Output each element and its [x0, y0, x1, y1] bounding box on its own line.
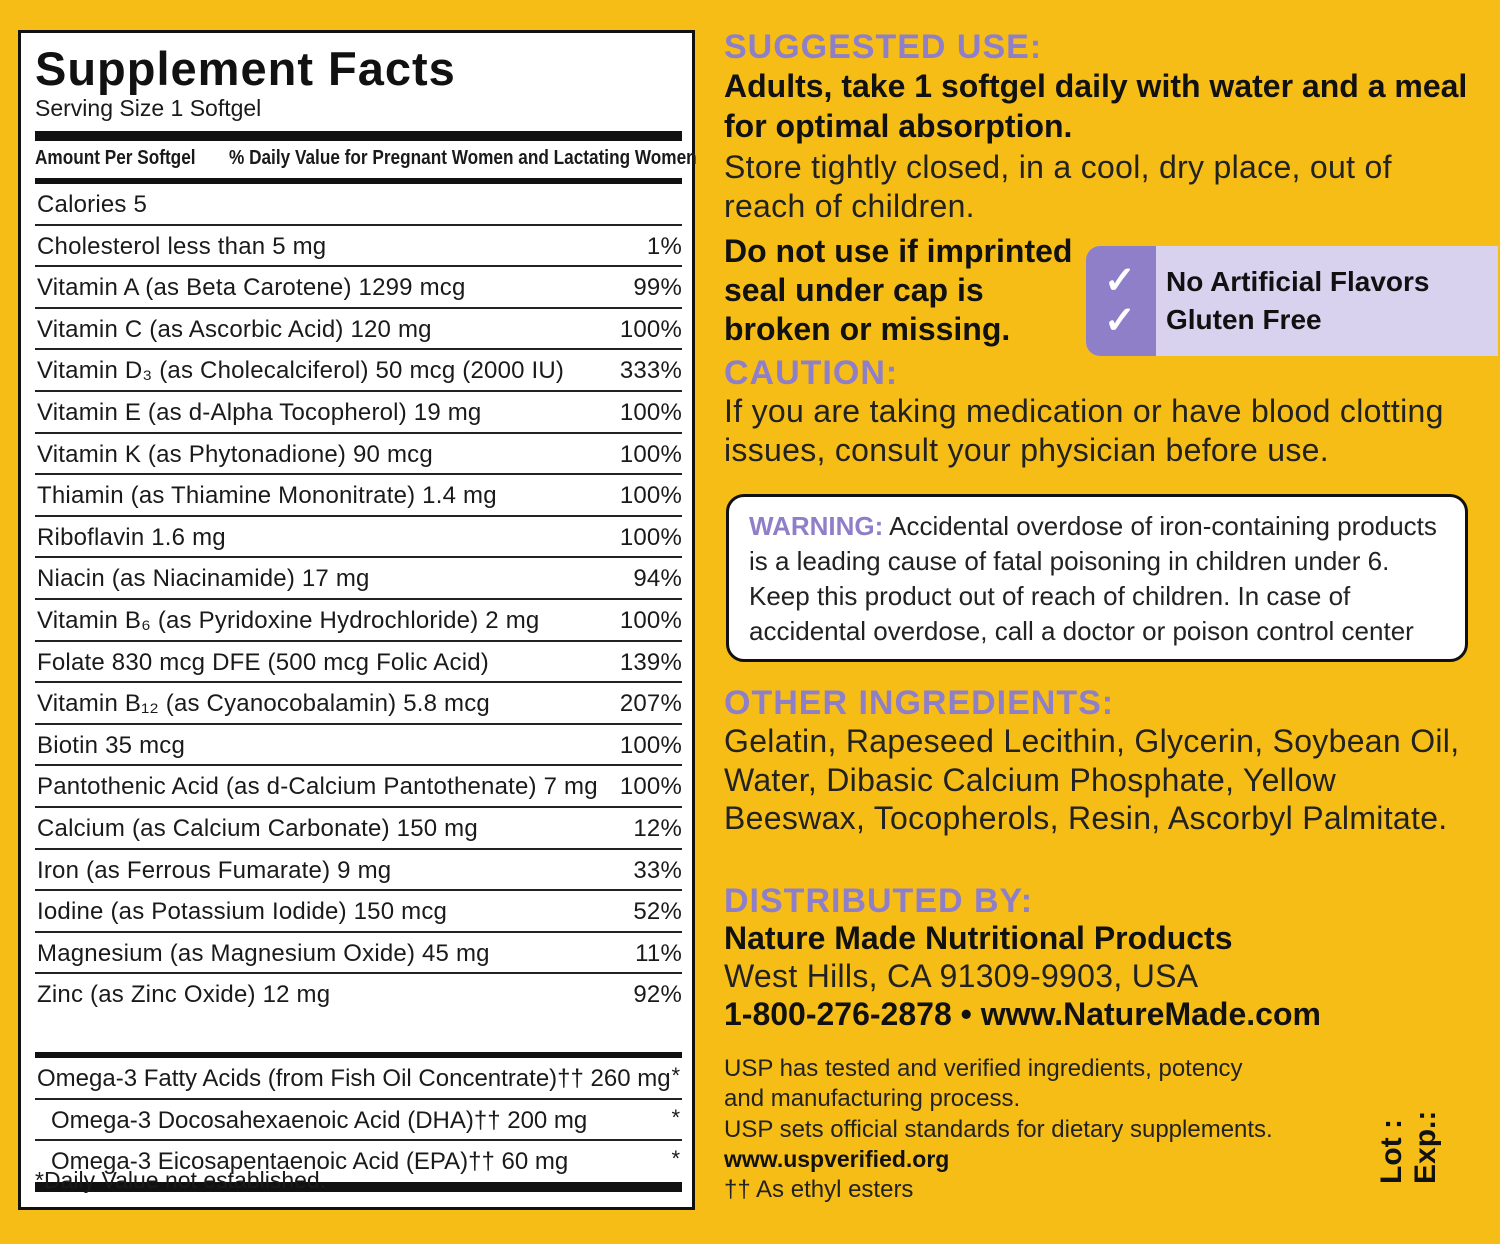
distributed-by-heading: DISTRIBUTED BY:	[724, 882, 1034, 920]
daily-value: *	[671, 1063, 680, 1088]
nutrient-row	[35, 891, 682, 933]
nutrient-row	[35, 184, 682, 226]
warning-label: WARNING:	[749, 511, 884, 541]
nutrient-name: Iron (as Ferrous Fumarate) 9 mg	[37, 856, 392, 884]
nutrient-row	[35, 350, 682, 392]
serving-size: Serving Size 1 Softgel	[35, 95, 262, 121]
nutrient-name: Vitamin D₃ (as Cholecalciferol) 50 mcg (2000 IU)	[37, 357, 565, 385]
daily-value: 94%	[633, 565, 682, 593]
daily-value: 100%	[619, 482, 682, 510]
daily-value: 99%	[633, 274, 682, 302]
suggested-use-heading: SUGGESTED USE:	[724, 28, 1043, 66]
facts-title: Supplement Facts	[35, 42, 456, 95]
daily-value: 92%	[633, 981, 682, 1009]
daily-value: 207%	[619, 690, 682, 718]
daily-value: *	[671, 1104, 680, 1130]
nutrient-name: Vitamin C (as Ascorbic Acid) 120 mg	[37, 315, 432, 343]
nutrient-name: Pantothenic Acid (as d-Calcium Pantothenate) 7 mg	[37, 773, 598, 801]
daily-value: 100%	[619, 731, 682, 759]
daily-value: 33%	[633, 856, 682, 884]
nutrient-row	[35, 558, 682, 600]
nutrient-row	[35, 434, 682, 476]
distributor-contact: 1-800-276-2878 • www.NatureMade.com	[724, 996, 1321, 1032]
omega-row	[35, 1058, 682, 1100]
nutrient-name: Iodine (as Potassium Iodide) 150 mcg	[37, 898, 448, 926]
nutrient-row	[35, 309, 682, 351]
nutrient-name: Omega-3 Fatty Acids (from Fish Oil Concentrate)†† 260 mg	[37, 1065, 671, 1092]
omega-row	[35, 1100, 682, 1142]
other-ingredients-heading: OTHER INGREDIENTS:	[724, 684, 1115, 722]
nutrient-name: Vitamin B₁₂ (as Cyanocobalamin) 5.8 mcg	[37, 690, 490, 718]
nutrient-row	[35, 850, 682, 892]
nutrient-row	[35, 683, 682, 725]
nutrient-name: Riboflavin 1.6 mg	[37, 523, 226, 551]
storage-instructions: Store tightly closed, in a cool, dry place, out of reach of children.	[724, 149, 1392, 224]
nutrient-name: Vitamin E (as d-Alpha Tocopherol) 19 mg	[37, 398, 482, 426]
daily-value: 100%	[619, 606, 682, 634]
no-artificial-flavors-claim: No Artificial Flavors	[1166, 266, 1430, 297]
lot-label: Lot :	[1375, 1119, 1408, 1184]
daily-value: 100%	[619, 315, 682, 343]
warning-text: Accidental overdose of iron-containing products is a leading cause of fatal poisoning in children under 6. Keep this product out of reach of children. In case of accidental overdose, call a doctor or poison control center	[749, 511, 1437, 646]
amount-header: Amount Per Softgel	[35, 147, 196, 169]
usp-verification-text: USP has tested and verified ingredients, potency and manufacturing process.	[724, 1055, 1243, 1112]
daily-value-header: % Daily Value for Pregnant Women and Lactating Women	[229, 147, 697, 169]
daily-value: 100%	[619, 773, 682, 801]
nutrient-row	[35, 475, 682, 517]
daily-value: 52%	[633, 898, 682, 926]
nutrient-name: Biotin 35 mcg	[37, 731, 186, 759]
daily-value: *	[671, 1146, 680, 1171]
supplement-facts-panel	[18, 30, 695, 1210]
nutrient-row	[35, 933, 682, 975]
nutrient-row	[35, 766, 682, 808]
daily-value: 100%	[619, 440, 682, 468]
daily-value: 1%	[646, 232, 682, 260]
nutrient-row	[35, 974, 682, 1016]
check-icon: ✓	[1104, 300, 1136, 342]
daily-value: 333%	[619, 357, 682, 385]
ethyl-esters-footnote: †† As ethyl esters	[724, 1176, 914, 1203]
nutrient-name: Vitamin B₆ (as Pyridoxine Hydrochloride) 2 mg	[37, 606, 540, 634]
nutrient-name: Folate 830 mcg DFE (500 mcg Folic Acid)	[37, 648, 489, 676]
nutrient-row	[35, 600, 682, 642]
nutrient-row	[35, 517, 682, 559]
facts-footnote: *Daily Value not established.	[35, 1167, 327, 1193]
nutrient-row	[35, 267, 682, 309]
gluten-free-claim: Gluten Free	[1166, 304, 1322, 335]
badge-check-column	[1086, 246, 1156, 356]
distributor-address: West Hills, CA 91309-9903, USA	[724, 958, 1199, 994]
nutrient-name: Vitamin A (as Beta Carotene) 1299 mcg	[37, 274, 466, 302]
nutrient-row	[35, 725, 682, 767]
caution-text: If you are taking medication or have blood clotting issues, consult your physician before use.	[724, 393, 1444, 468]
other-ingredients-text: Gelatin, Rapeseed Lecithin, Glycerin, Soybean Oil, Water, Dibasic Calcium Phosphate, Yellow Beeswax, Tocopherols, Resin, Ascorbyl Palmitate.	[724, 723, 1460, 836]
nutrient-name: Omega-3 Docosahexaenoic Acid (DHA)†† 200 mg	[51, 1106, 588, 1134]
lot-exp-area	[1375, 1110, 1455, 1190]
nutrient-row	[35, 642, 682, 684]
daily-value: 139%	[619, 648, 682, 676]
dosage-instructions: Adults, take 1 softgel daily with water and a meal for optimal absorption.	[724, 68, 1468, 144]
nutrient-name: Calories 5	[37, 191, 148, 218]
nutrient-name: Cholesterol less than 5 mg	[37, 232, 327, 260]
claims-badge	[1086, 246, 1498, 356]
nutrient-row	[35, 808, 682, 850]
thick-rule	[35, 131, 682, 141]
warning-box	[726, 494, 1468, 662]
nutrient-rows	[35, 184, 682, 1016]
nutrient-name: Omega-3 Eicosapentaenoic Acid (EPA)†† 60 mg	[51, 1148, 569, 1175]
nutrient-row	[35, 226, 682, 268]
omega-rows	[35, 1058, 682, 1183]
nutrient-name: Thiamin (as Thiamine Mononitrate) 1.4 mg	[37, 482, 497, 510]
nutrient-name: Vitamin K (as Phytonadione) 90 mcg	[37, 440, 433, 468]
daily-value: 100%	[619, 523, 682, 551]
nutrient-name: Calcium (as Calcium Carbonate) 150 mg	[37, 814, 478, 842]
nutrient-name: Magnesium (as Magnesium Oxide) 45 mg	[37, 939, 490, 967]
exp-label: Exp.:	[1409, 1110, 1442, 1184]
check-icon: ✓	[1104, 260, 1136, 302]
nutrient-name: Zinc (as Zinc Oxide) 12 mg	[37, 981, 331, 1009]
daily-value: 12%	[633, 814, 682, 842]
daily-value: 11%	[635, 939, 682, 967]
daily-value: 100%	[619, 398, 682, 426]
nutrient-row	[35, 392, 682, 434]
nutrient-name: Niacin (as Niacinamide) 17 mg	[37, 565, 370, 593]
usp-website: www.uspverified.org	[724, 1146, 950, 1172]
seal-warning: Do not use if imprinted seal under cap is broken or missing.	[724, 233, 1073, 347]
caution-heading: CAUTION:	[724, 354, 899, 392]
distributor-name: Nature Made Nutritional Products	[724, 920, 1233, 956]
usp-standards-text: USP sets official standards for dietary supplements.	[724, 1116, 1273, 1143]
